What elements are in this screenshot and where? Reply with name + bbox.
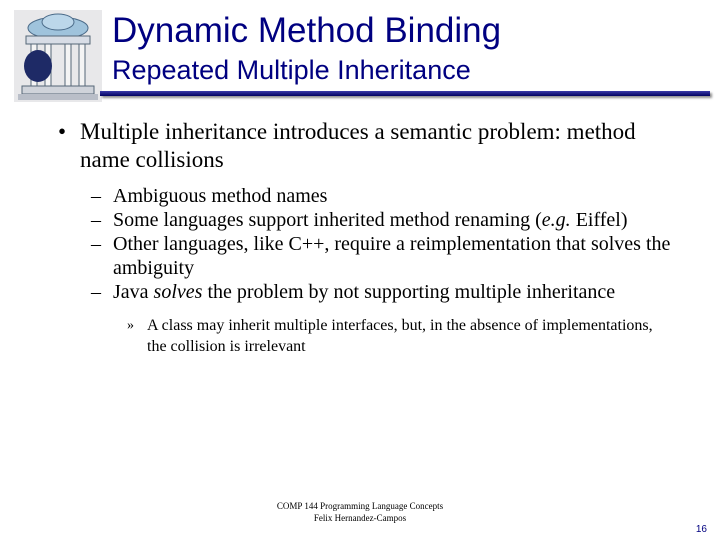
chevron-marker: » (127, 318, 134, 333)
footer-author: Felix Hernandez-Campos (313, 513, 407, 523)
slide-footer (230, 500, 490, 524)
page-number: 16 (695, 524, 707, 535)
dash-marker: – (91, 233, 101, 255)
emphasis-text: solves (153, 281, 203, 303)
sub-item-text: Java (113, 281, 154, 303)
sub-item-text: Some languages support inherited method renaming ( (113, 209, 542, 231)
slide-subtitle: Repeated Multiple Inheritance (112, 55, 471, 85)
sub-item-text: the problem by not supporting multiple inheritance (202, 281, 616, 303)
dash-marker: – (91, 281, 101, 303)
slide-title: Dynamic Method Binding (112, 11, 502, 50)
sub-item-text: Ambiguous method names (113, 185, 328, 207)
bullet-marker: • (58, 119, 67, 144)
bullet-item (58, 118, 690, 174)
gazebo-logo-icon (14, 10, 102, 102)
sub-item-text: Other languages, like C++, require a reimplementation that solves the ambiguity (113, 233, 671, 279)
sub-item (91, 208, 690, 232)
sub-item-text: Eiffel) (570, 209, 628, 231)
slide-content (0, 118, 720, 357)
footer-course: COMP 144 Programming Language Concepts (276, 501, 444, 511)
bullet-text: Multiple inheritance introduces a semantic problem: method name collisions (80, 119, 636, 172)
emphasis-text: e.g. (541, 209, 571, 231)
sub-item (91, 184, 690, 208)
sub-sub-item-text: A class may inherit multiple interfaces, but, in the absence of implementations, the collision is irrelevant (147, 317, 653, 355)
dash-marker: – (91, 209, 101, 231)
dash-marker: – (91, 185, 101, 207)
title-rule (100, 91, 710, 96)
sub-item (91, 280, 690, 304)
sub-sub-item (127, 315, 660, 357)
sub-item (91, 232, 690, 280)
